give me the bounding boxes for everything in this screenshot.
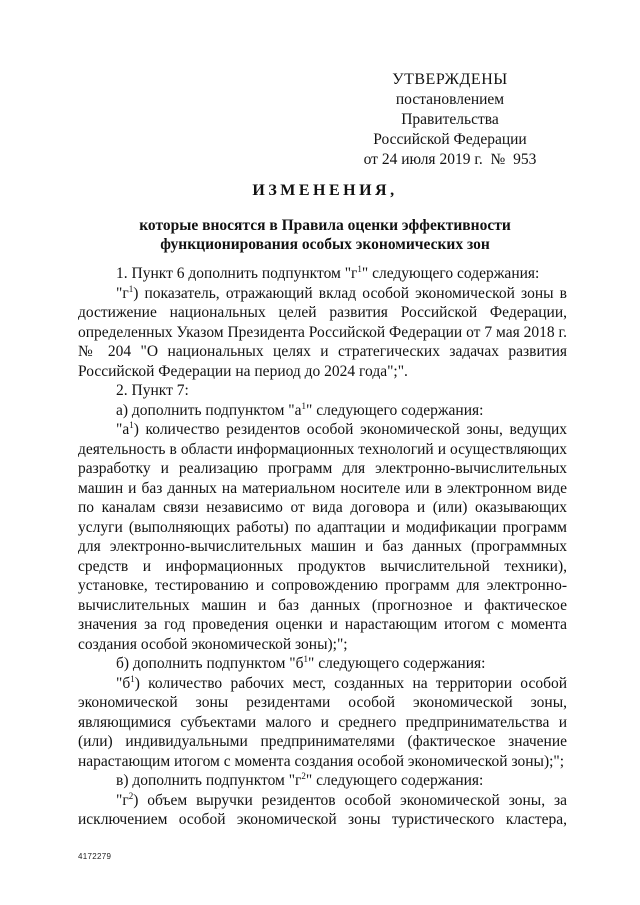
title-block [70,181,580,254]
approval-stamp [350,70,550,170]
subitem-a: а) дополнить подпунктом "$а^1$" следующего содержания: [116,400,484,419]
subitem-v: в) дополнить подпунктом "$г^2$" следующего содержания: [116,771,484,789]
paragraph-2: 2. Пункт 7: [116,382,189,399]
subitem-b: б) дополнить подпунктом "$б^1$" следующего содержания: [116,654,486,672]
subitem-v-quote: "$г^2$) объем выручки резидентов особой экономической зоны, за исключением особой экономической зоны туристического кластера, [78,790,567,828]
subitem-b-quote: "$б^1$) количество рабочих мест, созданных на территории особой экономической зоны резидентами особой экономической зоны, являющимися субъектами малого и среднего предпринимательства и (или) индивидуальными предпринимателями (фактическое значение нарастающим итогом с момента создания особой экономической зоны);"; [78,673,567,770]
subtitle-line-2: функционирования особых экономических зон [160,236,490,253]
approval-line-2: постановлением Правительства [395,91,505,128]
approval-line-4: от 24 июля 2019 г. № 953 [363,151,537,168]
document-title: ИЗМЕНЕНИЯ, [252,182,398,199]
subtitle-line-1: которые вносятся в Правила оценки эффективности [139,217,511,234]
approval-line-3: Российской Федерации [373,131,527,148]
paragraph-1: 1. Пункт 6 дополнить подпунктом "$г^1$" следующего содержания: [116,264,540,282]
document-body [78,264,567,830]
document-id: 4172279 [78,852,112,861]
document-subtitle [70,216,580,254]
approval-heading: УТВЕРЖДЕНЫ [392,71,508,88]
subitem-a-quote: "$а^1$) количество резидентов особой экономической зоны, ведущих деятельность в области информационных технологий и осуществляющих разработку и реализацию программ для электронно-вычислительных машин и баз данных на материальном носителе или в электронном виде по каналам связи независимо от вида договора и (или) оказывающих услуги (выполняющих работы) по адаптации и модификации программ для электронно-вычислительных машин и баз данных (программных средств и информационных продуктов вычислительной техники), установке, тестированию и сопровождению программ для электронно-вычислительных машин и баз данных (прогнозное и фактическое значения за год проведения оценки и нарастающим итогом с момента создания особой экономической зоны);"; [78,420,567,653]
paragraph-1-quote: "$г^1$) показатель, отражающий вклад особой экономической зоны в достижение национальных целей развития Российской Федерации, определенных Указом Президента Российской Федерации от 7 мая 2018 г. № 204 "О национальных целях и стратегических задачах развития Российской Федерации на период до 2024 года";". [78,283,567,380]
